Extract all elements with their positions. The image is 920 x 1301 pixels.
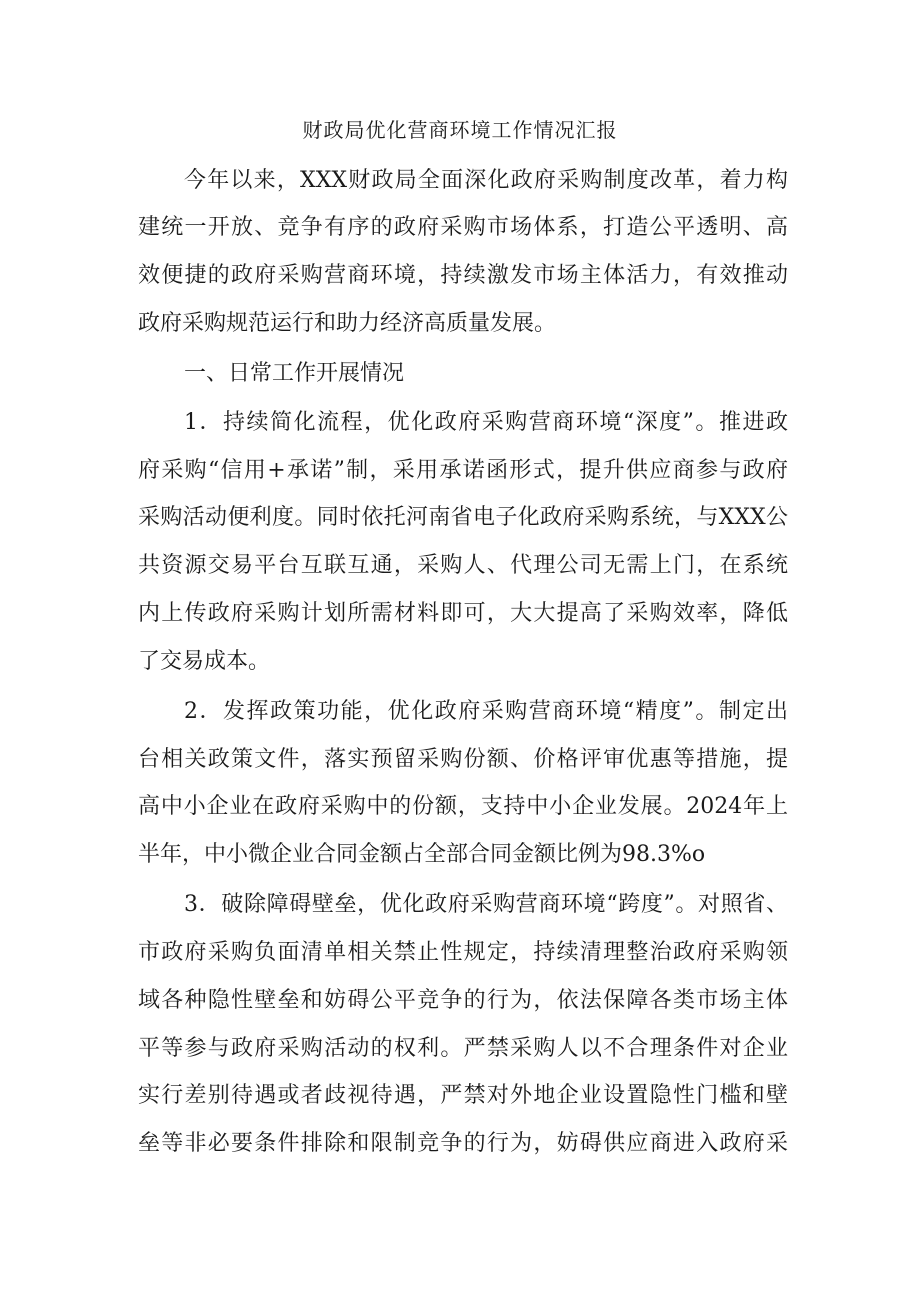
item2-line-4: 半年，中小微企业合同金额占全部合同金额比例为98.3%o [138, 842, 706, 867]
item1-line-6: 了交易成本。 [138, 649, 271, 674]
item1-line-5: 内上传政府采购计划所需材料即可，大大提高了采购效率，降低 [138, 601, 788, 626]
item2-line-1: 2．发挥政策功能，优化政府采购营商环境“精度”。制定出 [184, 699, 788, 724]
section-heading: 一、日常工作开展情况 [184, 361, 405, 386]
item3-line-2: 市政府采购负面清单相关禁止性规定，持续清理整治政府采购领 [138, 940, 788, 965]
document-title: 财政局优化营商环境工作情况汇报 [302, 118, 618, 142]
item3-line-5: 实行差别待遇或者歧视待遇，严禁对外地企业设置隐性门槛和壁 [138, 1083, 788, 1108]
item1-line-3: 采购活动便利度。同时依托河南省电子化政府采购系统，与XXX公 [138, 505, 788, 530]
intro-line-1: 今年以来，XXX财政局全面深化政府采购制度改革，着力构 [184, 168, 788, 193]
item1-line-4: 共资源交易平台互联互通，采购人、代理公司无需上门，在系统 [138, 553, 788, 578]
item3-line-6: 垒等非必要条件排除和限制竞争的行为，妨碍供应商进入政府采 [138, 1131, 788, 1156]
intro-line-2: 建统一开放、竞争有序的政府采购市场体系，打造公平透明、高 [138, 215, 788, 240]
item3-line-4: 平等参与政府采购活动的权利。严禁采购人以不合理条件对企业 [138, 1036, 788, 1061]
intro-line-4: 政府采购规范运行和助力经济高质量发展。 [138, 311, 557, 336]
item3-line-1: 3．破除障碍壁垒，优化政府采购营商环境“跨度”。对照省、 [184, 892, 788, 917]
intro-line-3: 效便捷的政府采购营商环境，持续激发市场主体活力，有效推动 [138, 263, 788, 288]
item2-line-2: 台相关政策文件，落实预留采购份额、价格评审优惠等措施，提 [138, 747, 788, 772]
item2-line-3: 高中小企业在政府采购中的份额，支持中小企业发展。2024年上 [138, 794, 788, 819]
item3-line-3: 域各种隐性壁垒和妨碍公平竞争的行为，依法保障各类市场主体 [138, 988, 788, 1013]
item1-line-2: 府采购“信用+承诺”制，采用承诺函形式，提升供应商参与政府 [138, 458, 788, 483]
item1-line-1: 1．持续简化流程，优化政府采购营商环境“深度”。推进政 [184, 410, 788, 435]
